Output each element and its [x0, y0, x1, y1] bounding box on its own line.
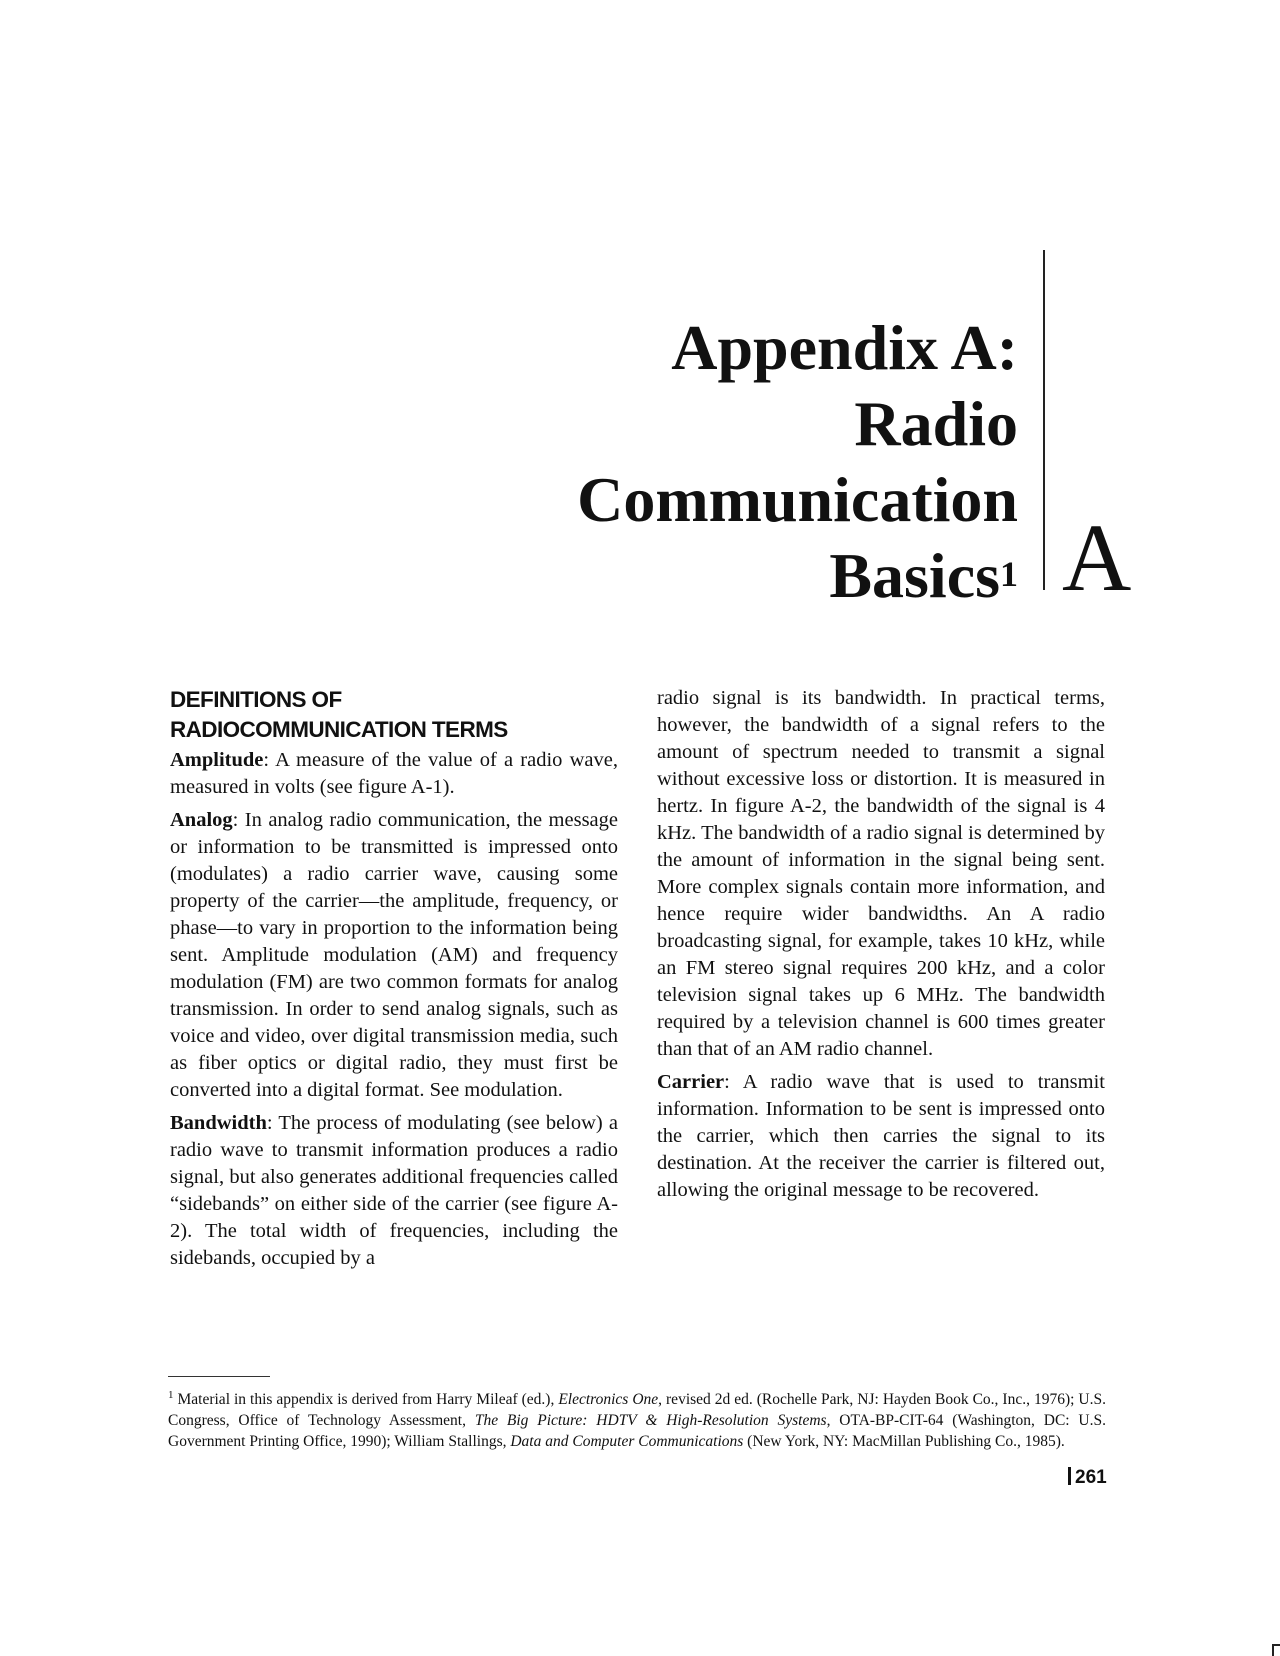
footnote-title-data-computer: Data and Computer Communications	[510, 1433, 744, 1451]
term-bandwidth: Bandwidth	[170, 1112, 267, 1134]
right-column	[657, 685, 1105, 1210]
title-line-1: Appendix A:	[671, 312, 1018, 383]
definition-analog-text: : In analog radio communication, the message or information to be transmitted is impressed onto (modulates) a radio carrier wave, causing some property of the carrier—the amplitude, frequency, or phase—to vary in proportion to the information being sent. Amplitude modulation (AM) and frequency modulation (FM) are two common formats for analog transmission. In order to send analog signals, such as voice and video, over digital transmission media, such as fiber optics or digital radio, they must first be converted into a digital format. See modulation.	[170, 809, 618, 1101]
footnote	[168, 1385, 1106, 1452]
title-footnote-marker[interactable]: 1	[1000, 554, 1018, 594]
definition-carrier-text: : A radio wave that is used to transmit information. Information to be sent is impressed onto the carrier, which then carries the signal to its destination. At the receiver the carrier is filtered out, allowing the original message to be recovered.	[657, 1071, 1105, 1201]
definition-carrier	[657, 1069, 1105, 1204]
footnote-marker: 1	[168, 1389, 174, 1401]
definition-bandwidth-text: : The process of modulating (see below) a radio wave to transmit information produces a radio signal, but also generates additional frequencies called “sidebands” on either side of the carrier (see figure A-2). The total width of frequencies, including the sidebands, occupied by a	[170, 1112, 618, 1269]
title-basics: Basics	[829, 540, 1000, 611]
footnote-title-electronics-one: Electronics One	[558, 1391, 659, 1409]
definition-bandwidth-continued: radio signal is its bandwidth. In practical terms, however, the bandwidth of a signal refers to the amount of spectrum needed to transmit a signal without excessive loss or distortion. It is measured in hertz. In figure A-2, the bandwidth of the signal is 4 kHz. The bandwidth of a radio signal is determined by the amount of information in the signal being sent. More complex signals contain more information, and hence require wider bandwidths. An A radio broadcasting signal, for example, takes 10 kHz, while an FM stereo signal requires 200 kHz, and a color television signal takes up 6 MHz. The bandwidth required by a television channel is 600 times greater than that of an AM radio channel.	[657, 687, 1105, 1060]
title-line-2: Radio	[854, 388, 1018, 459]
term-amplitude: Amplitude	[170, 749, 264, 771]
footnote-title-big-picture: The Big Picture: HDTV & High-Resolution Systems	[474, 1412, 827, 1430]
term-analog: Analog	[170, 809, 233, 831]
definition-amplitude	[170, 747, 618, 801]
page-number	[1068, 1467, 1107, 1489]
section-heading-line-2: RADIOCOMMUNICATION TERMS	[170, 717, 508, 742]
title-divider	[1043, 250, 1045, 590]
title-line-3: Communication	[577, 464, 1018, 535]
footnote-text-1: Material in this appendix is derived from Harry Mileaf (ed.),	[173, 1391, 559, 1409]
definition-amplitude-text: : A measure of the value of a radio wave, measured in volts (see figure A-1).	[170, 749, 618, 798]
definition-bandwidth	[170, 1110, 618, 1272]
footnote-text-4: (New York, NY: MacMillan Publishing Co., 1985).	[743, 1433, 1065, 1451]
definition-analog	[170, 807, 618, 1104]
section-heading-line-1: DEFINITIONS OF	[170, 687, 342, 712]
left-column	[170, 685, 618, 1278]
title-line-4	[577, 538, 1018, 614]
corner-crop-mark	[1272, 1644, 1280, 1656]
term-carrier: Carrier	[657, 1071, 725, 1093]
footnote-divider	[168, 1376, 270, 1377]
section-heading	[170, 685, 618, 745]
page-number-bar	[1068, 1467, 1071, 1485]
chapter-letter: A	[1062, 504, 1132, 611]
page-number-value: 261	[1075, 1467, 1107, 1488]
footnote-text-2: , revised 2d ed. (Rochelle Park, NJ: Hayden Book Co., Inc., 1976); U.S. Congress, Office of Technology Assessment,	[168, 1391, 1106, 1430]
footnote-text-3: , OTA-BP-CIT-64 (Washington, DC: U.S. Government Printing Office, 1990); William Stallings,	[168, 1412, 1106, 1451]
appendix-title	[577, 310, 1018, 614]
